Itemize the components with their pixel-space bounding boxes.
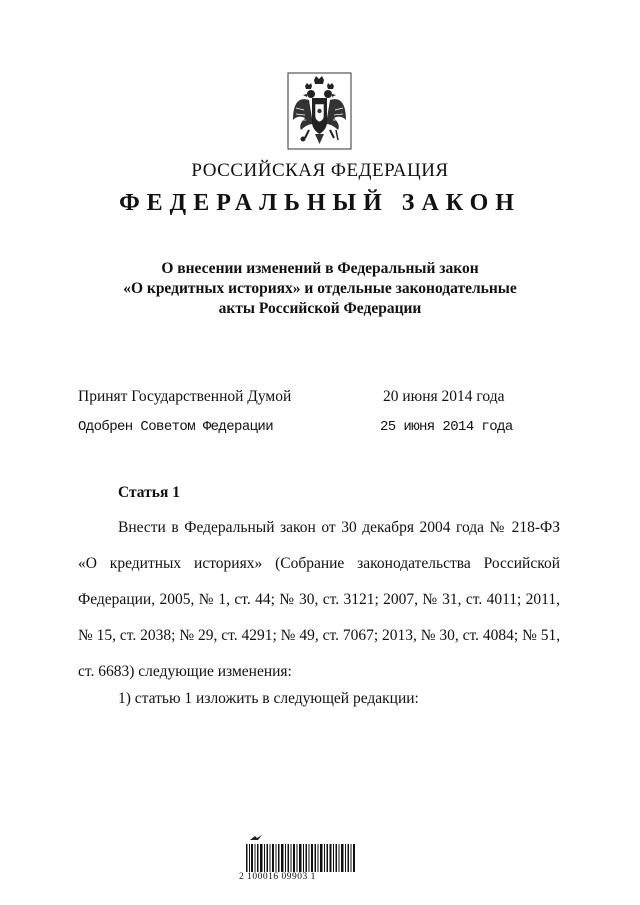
paragraph-line: «О кредитных историях» (Собрание законодательства Российской [78,555,560,572]
article-paragraph [78,510,560,690]
duma-adoption-date: 20 июня 2014 года [383,388,505,405]
council-approval-label: Одобрен Советом Федерации [78,419,274,435]
subject-line: «О кредитных историях» и отдельные законодательные [123,280,517,297]
paragraph-line: ст. 6683) следующие изменения: [78,663,292,680]
subject-line: акты Российской Федерации [218,300,422,317]
article-title: Статья 1 [118,484,180,501]
paragraph-line: № 15, ст. 2038; № 29, ст. 4291; № 49, ст. 7067; 2013, № 30, ст. 4084; № 51, [78,627,561,644]
paragraph-line: Внести в Федеральный закон от 30 декабря 2004 года № 218-ФЗ [118,519,560,536]
paragraph-line: Федерации, 2005, № 1, ст. 44; № 30, ст. 3121; 2007, № 31, ст. 4011; 2011, [78,591,560,608]
list-item: 1) статью 1 изложить в следующей редакции: [118,690,419,707]
duma-adoption-label: Принят Государственной Думой [78,388,292,405]
subject-line: О внесении изменений в Федеральный закон [161,260,479,277]
law-type-title: ФЕДЕРАЛЬНЫЙ ЗАКОН [119,190,521,216]
country-name: РОССИЙСКАЯ ФЕДЕРАЦИЯ [191,160,449,181]
council-approval-date: 25 июня 2014 года [380,419,513,435]
barcode-image [246,844,356,872]
barcode-logo-icon [249,834,263,842]
coat-of-arms-emblem [287,72,352,150]
law-subject-title [0,259,640,319]
barcode-number: 2 100016 09903 1 [239,872,316,882]
